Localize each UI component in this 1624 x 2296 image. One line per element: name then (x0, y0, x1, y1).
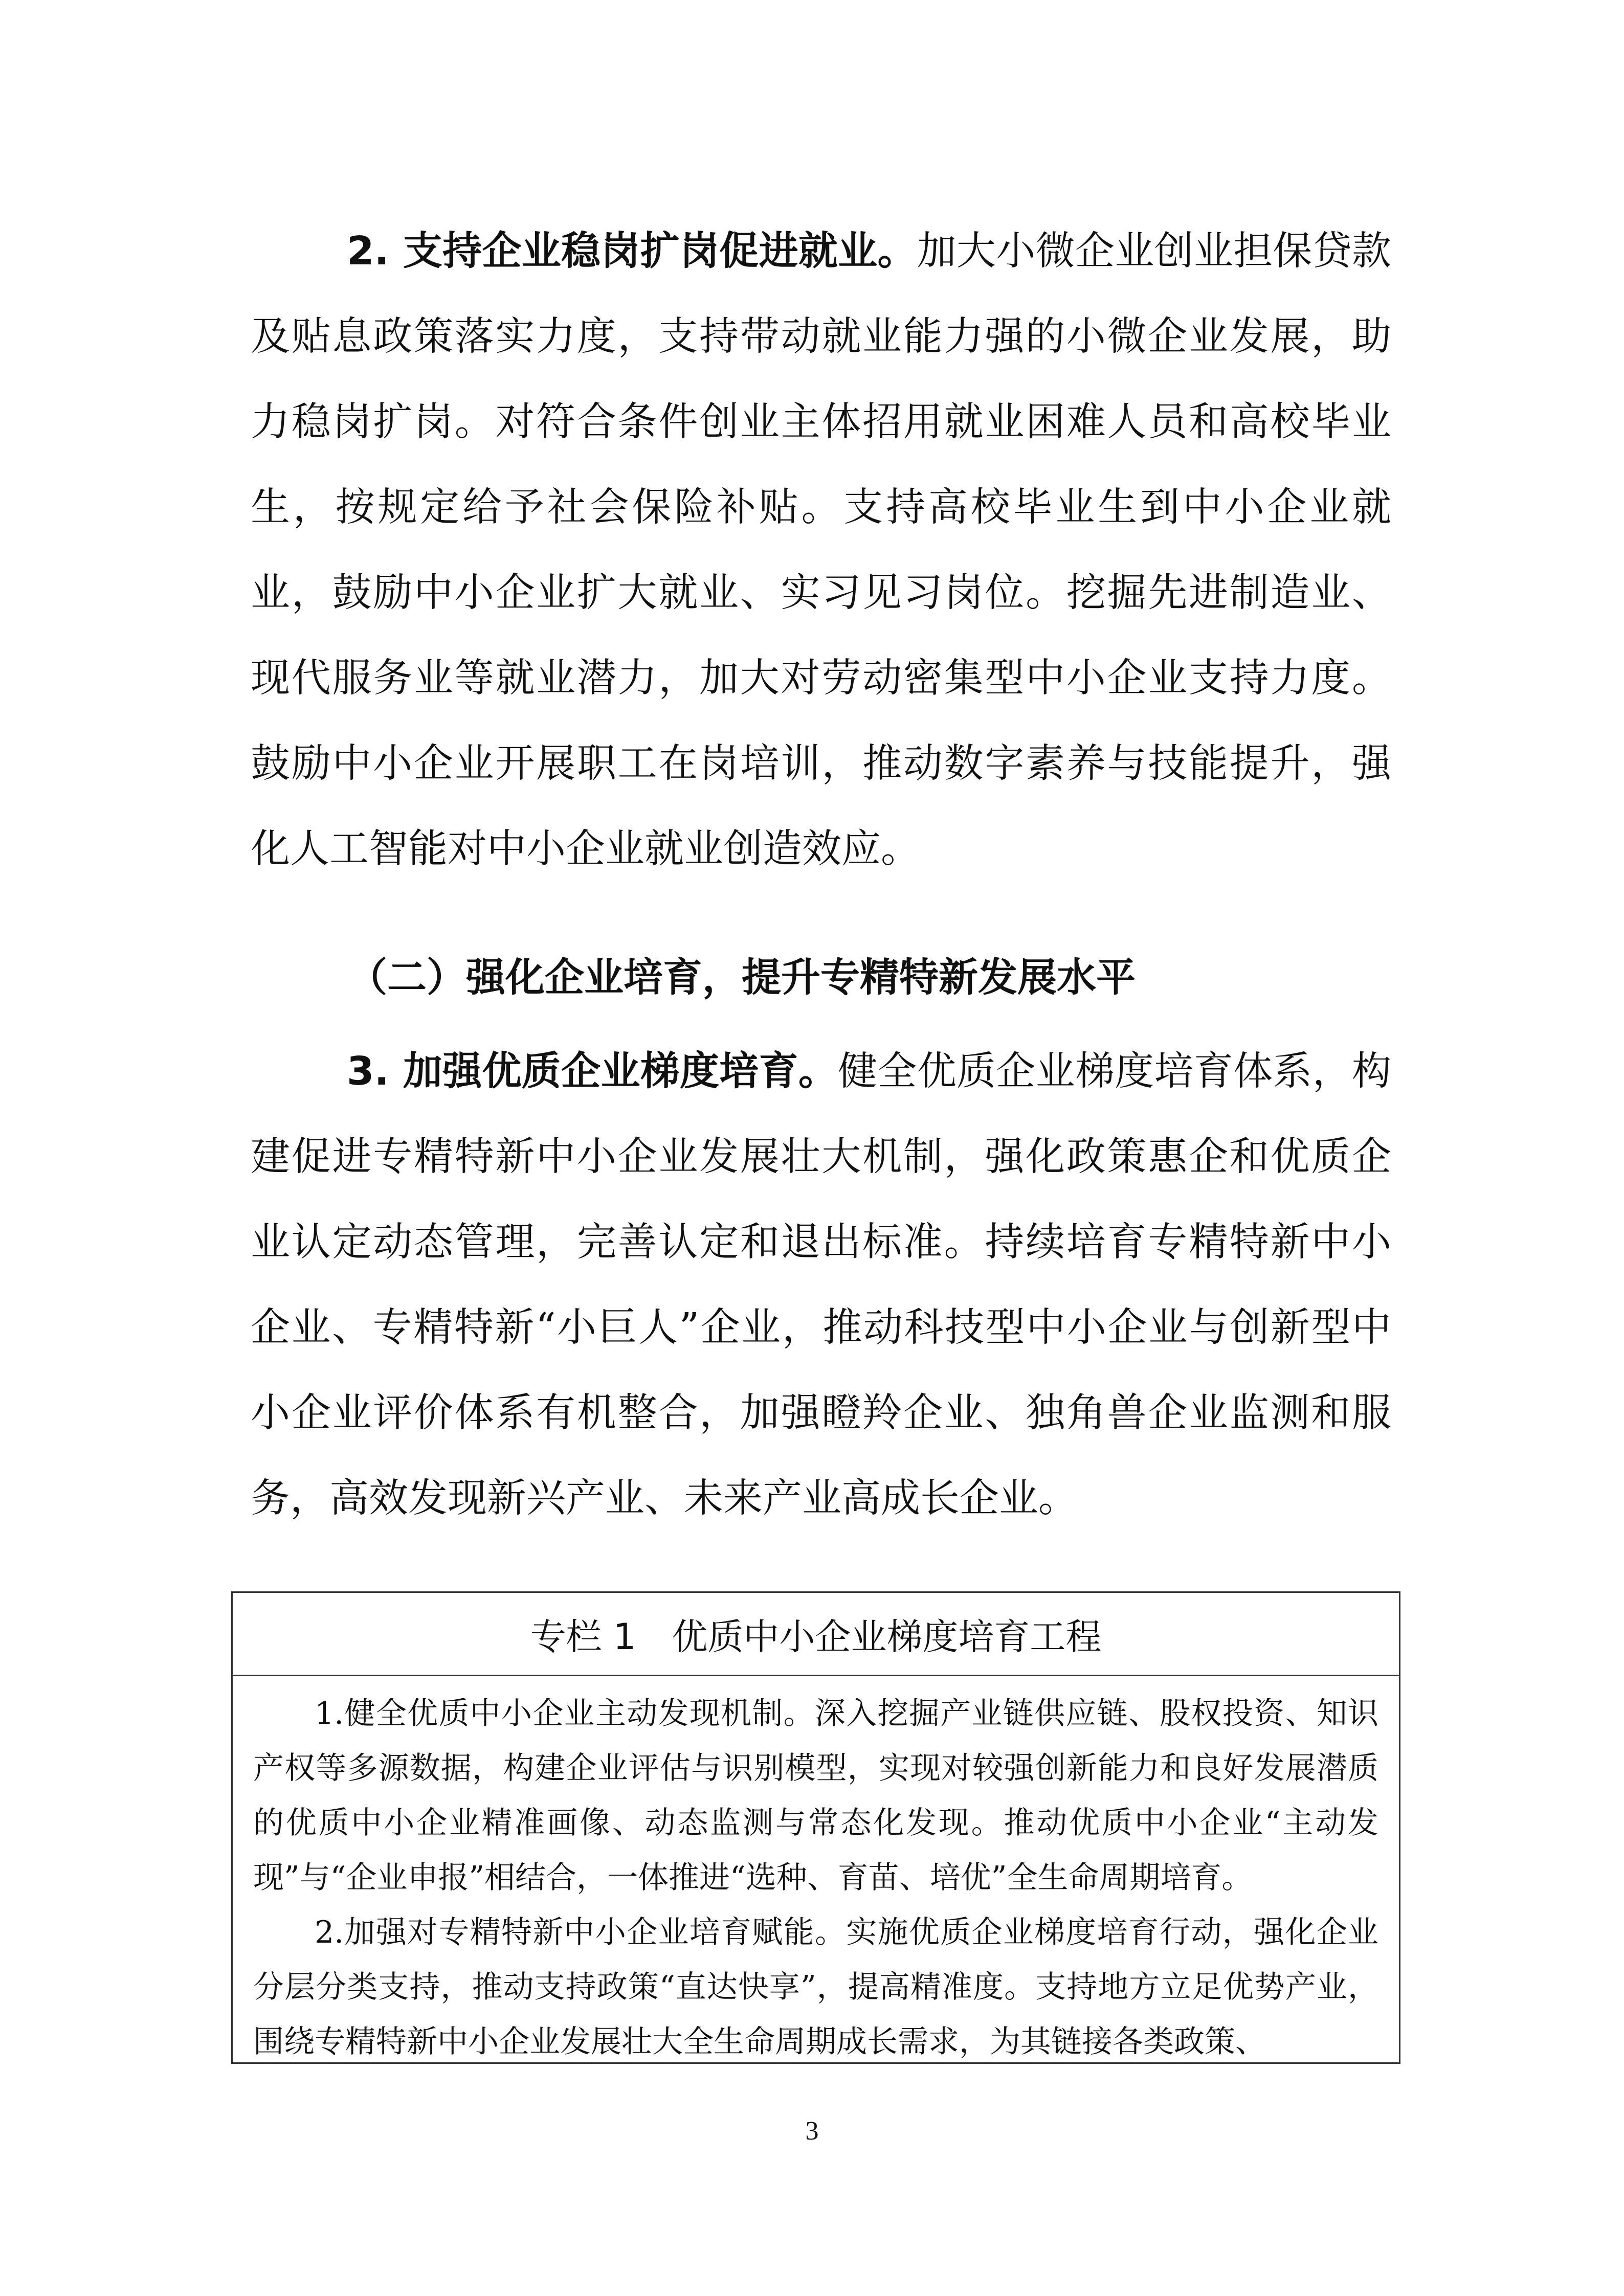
paragraph-body: 健全优质企业梯度培育体系，构建促进专精特新中小企业发展壮大机制，强化政策惠企和优质企业认定动态管理，完善认定和退出标准。持续培育专精特新中小企业、专精特新“小巨人”企业，推动科技型中小企业与创新型中小企业评价体系有机整合，加强瞪羚企业、独角兽企业监测和服务，高效发现新兴产业、未来产业高成长企业。 (251, 1049, 1391, 1521)
column-box-item: 2.加强对专精特新中小企业培育赋能。实施优质企业梯度培育行动，强化企业分层分类支持，推动支持政策“直达快享”，提高精准度。支持地方立足优势产业，围绕专精特新中小企业发展壮大全生命周期成长需求，为其链接各类政策、 (253, 1915, 1378, 2060)
page-number: 3 (805, 2117, 819, 2146)
paragraph-employment (251, 209, 1391, 892)
column-box (231, 1591, 1400, 2064)
paragraph-heading: 2. 支持企业稳岗扩岗促进就业。 (347, 229, 917, 274)
column-box-body (233, 1676, 1399, 2069)
column-box-heading: 优质中小企业梯度培育工程 (672, 1615, 1102, 1658)
paragraph-enterprise-cultivation (251, 1029, 1391, 1541)
section-heading: （二）强化企业培育，提升专精特新发展水平 (348, 955, 1136, 1001)
paragraph-body: 加大小微企业创业担保贷款及贴息政策落实力度，支持带动就业能力强的小微企业发展，助力稳岗扩岗。对符合条件创业主体招用就业困难人员和高校毕业生，按规定给予社会保险补贴。支持高校毕业生到中小企业就业，鼓励中小企业扩大就业、实习见习岗位。挖掘先进制造业、现代服务业等就业潜力，加大对劳动密集型中小企业支持力度。鼓励中小企业开展职工在岗培训，推动数字素养与技能提升，强化人工智能对中小企业就业创造效应。 (251, 229, 1392, 872)
column-box-label: 专栏 1 (530, 1615, 636, 1658)
column-box-item: 1.健全优质中小企业主动发现机制。深入挖掘产业链供应链、股权投资、知识产权等多源数据，构建企业评估与识别模型，实现对较强创新能力和良好发展潜质的优质中小企业精准画像、动态监测与常态化发现。推动优质中小企业“主动发现”与“企业申报”相结合，一体推进“选种、育苗、培优”全生命周期培育。 (253, 1696, 1378, 1896)
paragraph-heading: 3. 加强优质企业梯度培育。 (347, 1049, 838, 1094)
column-box-title (233, 1593, 1399, 1676)
